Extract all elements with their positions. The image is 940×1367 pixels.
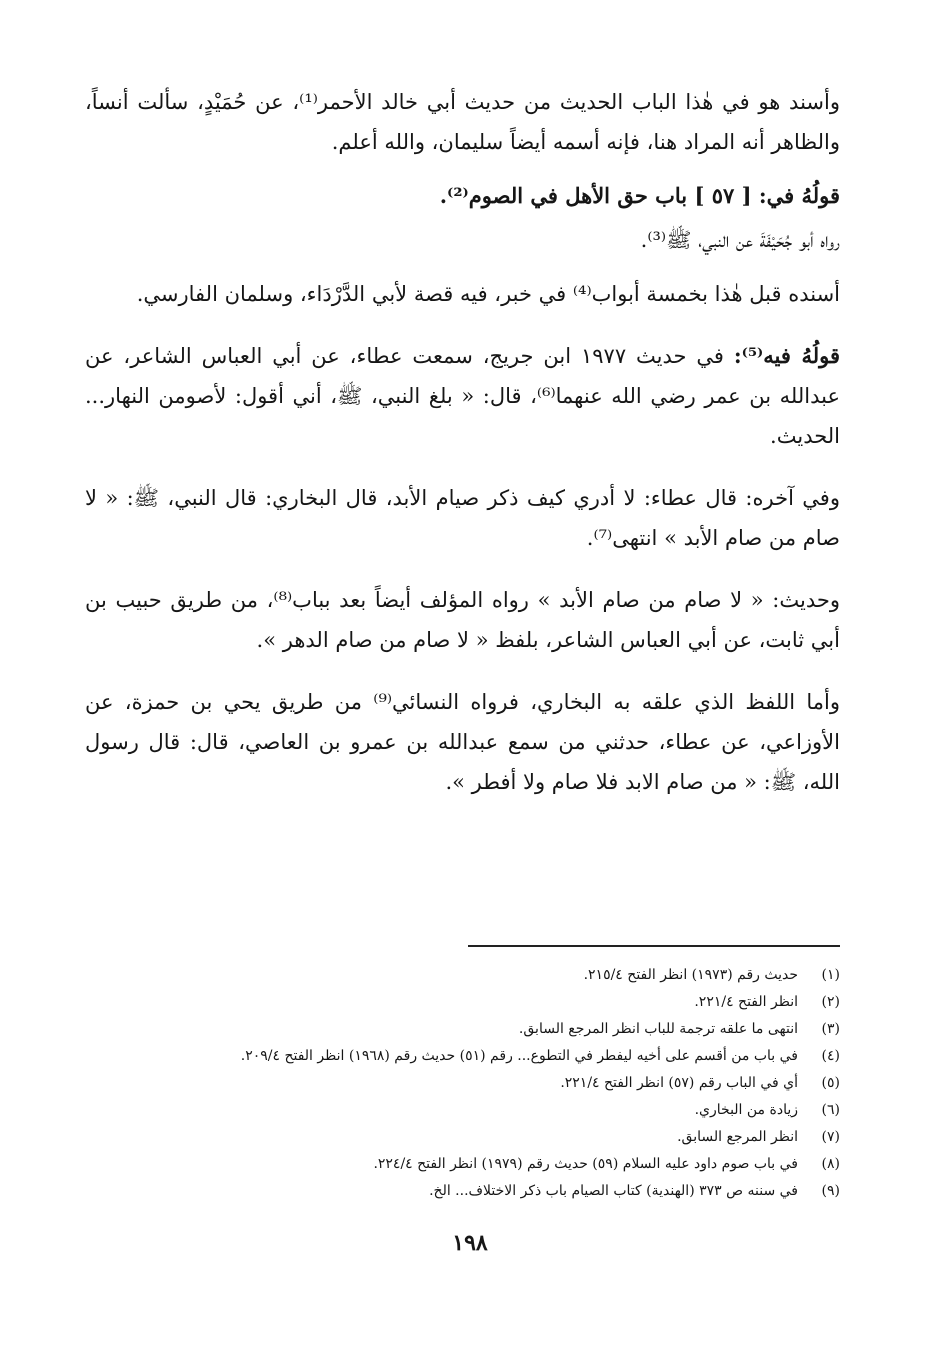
footnotes-list bbox=[85, 962, 840, 1205]
paragraph-text: وفي آخره: قال عطاء: لا أدري كيف ذكر صيام الأبد، قال البخاري: قال النبي، ﷺ: « لا صام من صام الأبد » انتهى⁽⁷⁾. bbox=[85, 486, 840, 550]
footnote-text: حديث رقم (١٩٧٣) انظر الفتح ٢١٥/٤. bbox=[583, 967, 798, 983]
paragraph-2 bbox=[85, 176, 840, 216]
footnote-text: في باب من أقسم على أخيه ليفطر في التطوع... رقم (٥١) حديث رقم (١٩٦٨) انظر الفتح ٢٠٩/٤. bbox=[240, 1048, 798, 1064]
footnote-text: انظر الفتح ٢٢١/٤. bbox=[694, 994, 798, 1010]
paragraph-text: وحديث: « لا صام من صام الأبد » رواه المؤلف أيضاً بعد بباب⁽⁸⁾، من طريق حبيب بن أبي ثابت، عن أبي العباس الشاعر، بلفظ « لا صام من صام الدهر ». bbox=[85, 588, 840, 652]
footnote-text: انظر المرجع السابق. bbox=[677, 1129, 798, 1145]
paragraph-lead: قولُهُ فيه⁽⁵⁾: bbox=[733, 343, 840, 368]
footnote-number: (٩) bbox=[821, 1183, 840, 1199]
footnote-item bbox=[85, 1124, 840, 1151]
footnote-item bbox=[85, 1151, 840, 1178]
footnote-number: (٤) bbox=[821, 1048, 840, 1064]
footnote-item bbox=[85, 1097, 840, 1124]
footnote-item bbox=[85, 1070, 840, 1097]
footnote-number: (٥) bbox=[821, 1075, 840, 1091]
paragraph-text: وأما اللفظ الذي علقه به البخاري، فرواه النسائي⁽⁹⁾ من طريق يحي بن حمزة، عن الأوزاعي، عن عطاء، حدثني من سمع عبدالله بن عمرو بن العاصي، قال: قال رسول الله، ﷺ: « من صام الابد فلا صام ولا أفطر ». bbox=[85, 690, 840, 794]
paragraph-text: أسنده قبل هٰذا بخمسة أبواب⁽⁴⁾ في خبر، فيه قصة لأبي الدَّرْدَاء، وسلمان الفارسي. bbox=[136, 282, 840, 306]
footnote-number: (٦) bbox=[821, 1102, 840, 1118]
paragraph-text: في حديث ١٩٧٧ ابن جريج، سمعت عطاء، عن أبي العباس الشاعر، عن عبدالله بن عمر رضي الله عنهما⁽⁶⁾، قال: « بلغ النبي، ﷺ، أني أقول: لأصومن النهار... الحديث. bbox=[85, 344, 840, 448]
paragraph-7 bbox=[85, 580, 840, 660]
paragraph-lead: قولُهُ في: [ ٥٧ ] باب حق الأهل في الصوم⁽²⁾. bbox=[439, 183, 840, 208]
paragraph-text: وأسند هو في هٰذا الباب الحديث من حديث أبي خالد الأحمر⁽¹⁾، عن حُمَيْدٍ، سألت أنساً، والظاهر أنه المراد هنا، فإنه أسمه أيضاً سليمان، والله أعلم. bbox=[85, 90, 840, 154]
footnote-item bbox=[85, 1043, 840, 1070]
footnote-item bbox=[85, 989, 840, 1016]
paragraph-8 bbox=[85, 682, 840, 802]
footnote-number: (١) bbox=[821, 967, 840, 983]
paragraph-6 bbox=[85, 478, 840, 558]
footnote-text: انتهى ما علقه ترجمة للباب انظر المرجع السابق. bbox=[518, 1021, 798, 1037]
footnote-text: أي في الباب رقم (٥٧) انظر الفتح ٢٢١/٤. bbox=[560, 1075, 798, 1091]
footnote-text: في باب صوم داود عليه السلام (٥٩) حديث رقم (١٩٧٩) انظر الفتح ٢٢٤/٤. bbox=[373, 1156, 798, 1172]
paragraph-1 bbox=[85, 82, 840, 162]
footnote-number: (٨) bbox=[821, 1156, 840, 1172]
footnote-number: (٧) bbox=[821, 1129, 840, 1145]
footnote-number: (٣) bbox=[821, 1021, 840, 1037]
paragraph-4 bbox=[85, 274, 840, 314]
footnote-item bbox=[85, 1016, 840, 1043]
footnote-item bbox=[85, 1178, 840, 1205]
footnote-number: (٢) bbox=[821, 994, 840, 1010]
page-number: ١٩٨ bbox=[452, 1230, 488, 1256]
footnote-text: زيادة من البخاري. bbox=[694, 1102, 798, 1118]
paragraph-5 bbox=[85, 336, 840, 456]
main-text bbox=[85, 82, 840, 816]
footnote-item bbox=[85, 962, 840, 989]
footnote-divider bbox=[468, 945, 840, 947]
paragraph-text: رواه أبو جُحَيْفَةَ عن النبي، ﷺ⁽³⁾. bbox=[640, 228, 840, 252]
paragraph-3 bbox=[85, 220, 840, 260]
footnote-text: في سننه ص ٣٧٣ (الهندية) كتاب الصيام باب ذكر الاختلاف... الخ. bbox=[429, 1183, 798, 1199]
